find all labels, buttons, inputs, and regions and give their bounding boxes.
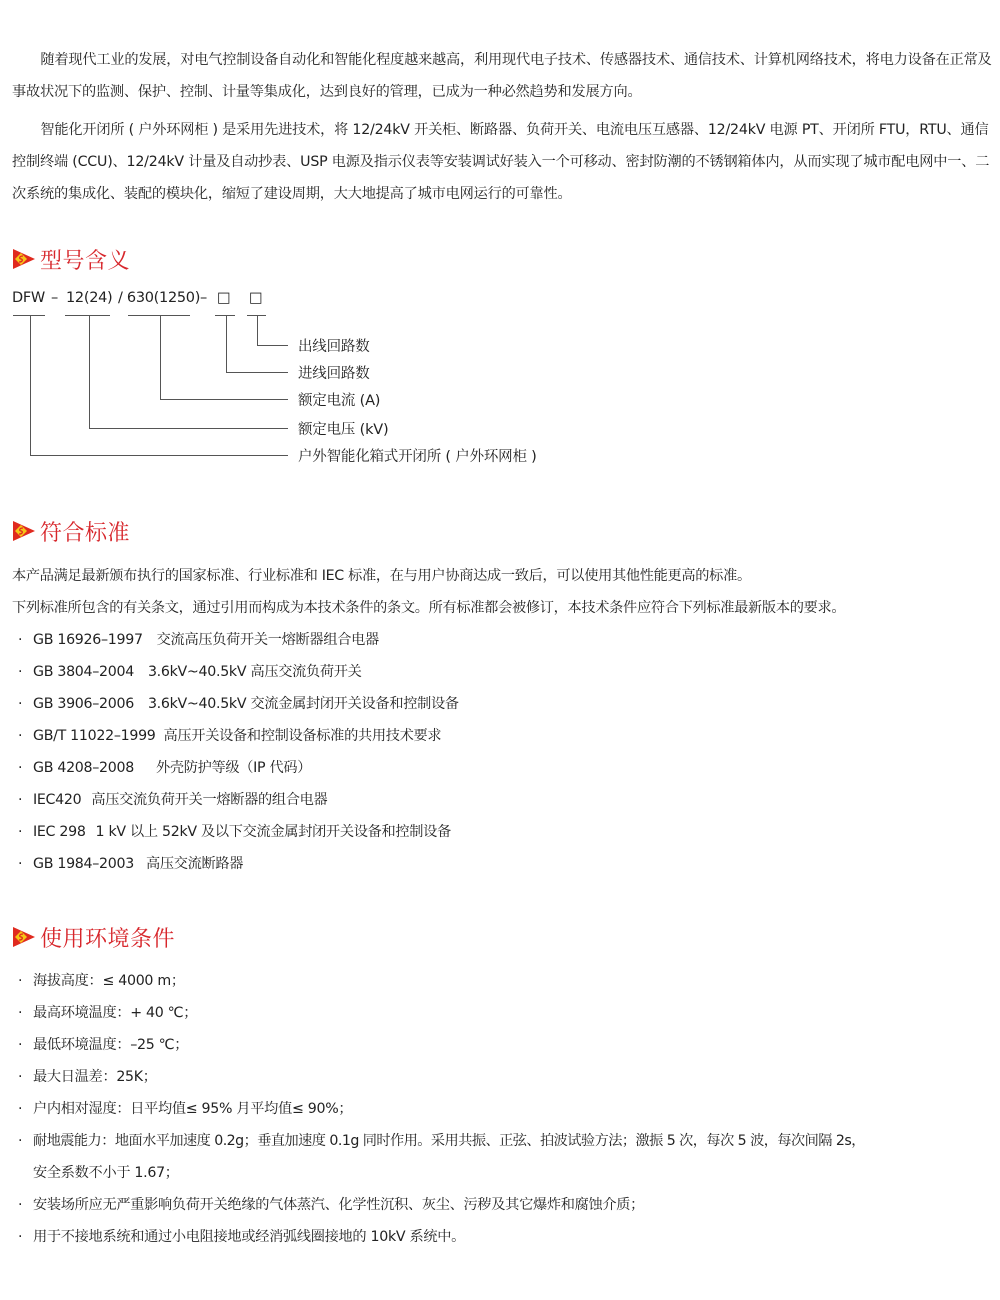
env-item-text: 最高环境温度：+ 40 ℃； [33, 1005, 198, 1021]
bullet-dot: · [18, 792, 23, 808]
standard-name: 外壳防护等级（IP 代码） [155, 760, 312, 776]
standard-name: 交流高压负荷开关一熔断器组合电器 [156, 632, 379, 648]
standard-name: 3.6kV~40.5kV 交流金属封闭开关设备和控制设备 [147, 696, 459, 712]
standard-code: GB 1984–2003 [33, 856, 134, 872]
section-title-environment: 使用环境条件 [40, 926, 176, 952]
model-code-outgoing-box: □ [249, 290, 263, 306]
env-item [18, 1066, 157, 1086]
env-item-text: 用于不接地系统和通过小电阻接地或经消弧线圈接地的 10kV 系统中。 [33, 1229, 466, 1245]
model-code-incoming-box: □ [217, 290, 231, 306]
standard-code: IEC420 [33, 792, 82, 808]
connector-current [161, 316, 289, 400]
standard-code: IEC 298 [33, 824, 86, 840]
bullet-dot: · [18, 1229, 23, 1245]
env-item [18, 1194, 644, 1214]
env-item-continuation: 安全系数不小于 1.67； [33, 1165, 179, 1181]
standard-name: 高压交流负荷开关一熔断器的组合电器 [91, 792, 328, 808]
standard-code: GB 4208–2008 [33, 760, 134, 776]
standards-intro-line-2: 下列标准所包含的有关条文，通过引用而构成为本技术条件的条文。所有标准都会被修订，本技术条件应符合下列标准最新版本的要求。 [12, 600, 846, 616]
env-item [18, 1098, 352, 1118]
section-title-standards: 符合标准 [40, 520, 131, 546]
model-diagram-lines [0, 0, 1000, 470]
section-title-model: 型号含义 [40, 248, 131, 274]
env-item [18, 1034, 188, 1054]
standard-item [18, 661, 362, 681]
model-code-dash: – [200, 290, 207, 306]
bullet-dot: · [18, 1101, 23, 1117]
standard-code: GB 3804–2004 [33, 664, 134, 680]
red-arrow-bullet-icon [12, 520, 36, 542]
section-header-standards [12, 516, 130, 546]
connector-outgoing [258, 316, 289, 346]
intro-paragraph-1: 随着现代工业的发展，对电气控制设备自动化和智能化程度越来越高，利用现代电子技术、传感器技术、通信技术、计算机网络技术，将电力设备在正常及事故状况下的监测、保护、控制、计量等集成化，达到良好的管理，已成为一种必然趋势和发展方向。 [12, 52, 992, 100]
standard-code: GB 16926–1997 [33, 632, 143, 648]
label-outgoing-circuits: 出线回路数 [298, 339, 370, 355]
bullet-dot: · [18, 973, 23, 989]
standard-name: 3.6kV~40.5kV 高压交流负荷开关 [147, 664, 362, 680]
standard-item [18, 725, 441, 745]
bullet-dot: · [18, 824, 23, 840]
env-item [18, 1130, 865, 1150]
bullet-dot: · [18, 664, 23, 680]
connector-series [31, 316, 289, 456]
bullet-dot: · [18, 632, 23, 648]
model-code-series: DFW [12, 290, 45, 306]
standard-code: GB 3906–2006 [33, 696, 134, 712]
standard-item [18, 757, 311, 777]
standards-intro-line-1: 本产品满足最新颁布执行的国家标准、行业标准和 IEC 标准，在与用户协商达成一致后，可以使用其他性能更高的标准。 [12, 568, 751, 584]
env-item [18, 1226, 465, 1246]
bullet-dot: · [18, 728, 23, 744]
bullet-dot: · [18, 856, 23, 872]
red-arrow-bullet-icon [12, 926, 36, 948]
bullet-dot: · [18, 1133, 22, 1149]
model-code-dash: – [51, 290, 58, 306]
standard-name: 高压交流断路器 [145, 856, 244, 872]
env-item-text: 安装场所应无严重影响负荷开关绝缘的气体蒸汽、化学性沉积、灰尘、污秽及其它爆炸和腐蚀介质； [33, 1197, 645, 1213]
standard-code: GB/T 11022–1999 [33, 728, 156, 744]
env-item-text: 最低环境温度：–25 ℃； [33, 1037, 189, 1053]
standard-item [18, 821, 451, 841]
standard-item [18, 629, 379, 649]
label-incoming-circuits: 进线回路数 [298, 366, 370, 382]
model-code-voltage: 12(24) [66, 290, 113, 306]
standard-name: 1 kV 以上 52kV 及以下交流金属封闭开关设备和控制设备 [95, 824, 451, 840]
standard-item [18, 789, 327, 809]
env-item-text: 户内相对湿度：日平均值≤ 95% 月平均值≤ 90%； [33, 1101, 353, 1117]
env-item [18, 1002, 197, 1022]
standard-item [18, 853, 243, 873]
standard-name: 高压开关设备和控制设备标准的共用技术要求 [163, 728, 442, 744]
bullet-dot: · [18, 1197, 23, 1213]
label-rated-current: 额定电流 (A) [298, 393, 381, 409]
bullet-dot: · [18, 760, 23, 776]
env-item-text: 海拔高度：≤ 4000 m； [33, 973, 185, 989]
bullet-dot: · [18, 1069, 23, 1085]
bullet-dot: · [18, 696, 23, 712]
bullet-dot: · [18, 1037, 23, 1053]
label-product-type: 户外智能化箱式开闭所 ( 户外环网柜 ) [298, 449, 537, 465]
section-header-environment [12, 922, 175, 952]
label-rated-voltage: 额定电压 (kV) [298, 422, 389, 438]
model-code-current: / 630(1250) [118, 290, 201, 306]
env-item [18, 970, 185, 990]
env-item-text: 最大日温差：25K； [33, 1069, 157, 1085]
env-item-text: 耐地震能力：地面水平加速度 0.2g；垂直加速度 0.1g 同时作用。采用共振、正弦、拍波试验方法；激振 5 次，每次 5 波，每次间隔 2s， [33, 1133, 865, 1149]
standard-item [18, 693, 459, 713]
intro-paragraph-2: 智能化开闭所 ( 户外环网柜 ) 是采用先进技术，将 12/24kV 开关柜、断路器、负荷开关、电流电压互感器、12/24kV 电源 PT、开闭所 FTU，RTU、通信控制终端 (CCU)、12/24kV 计量及自动抄表、USP 电源及指示仪表等安装调试好装入一个可移动、密封防潮的不锈钢箱体内，从而实现了城市配电网中一、二次系统的集成化、装配的模块化，缩短了建设周期，大大地提高了城市电网运行的可靠性。 [12, 122, 990, 202]
bullet-dot: · [18, 1005, 23, 1021]
